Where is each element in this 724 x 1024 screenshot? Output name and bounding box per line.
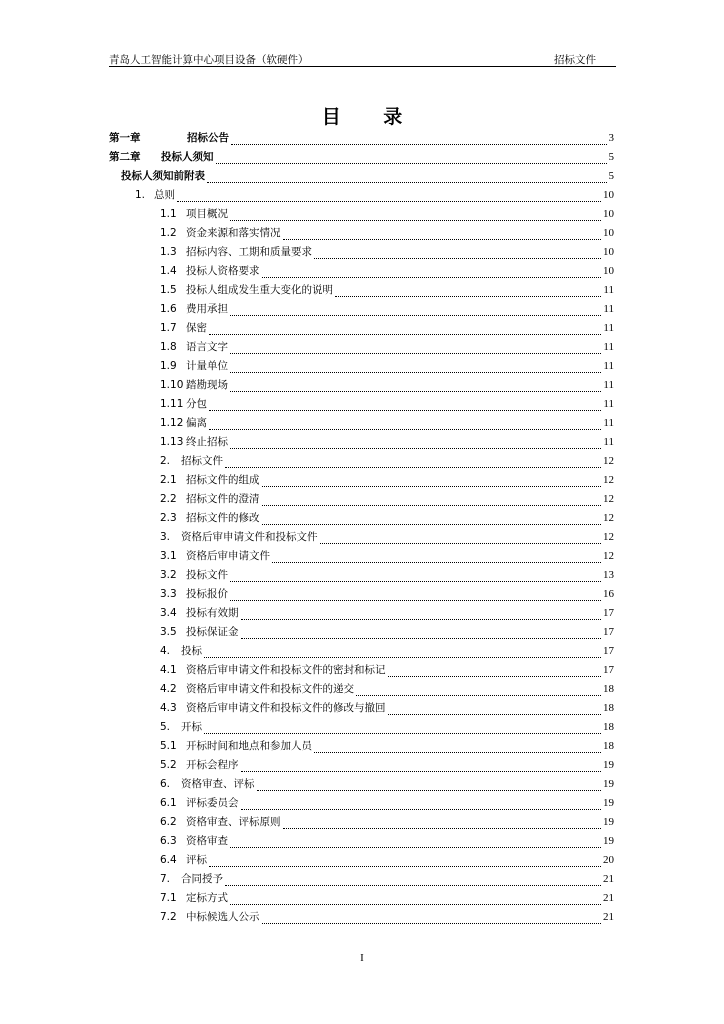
toc-entry-title: 资格后审申请文件 bbox=[186, 550, 270, 562]
toc-entry-title: 资格后审申请文件和投标文件的递交 bbox=[186, 683, 354, 695]
toc-leader-dots bbox=[272, 561, 601, 563]
toc-leader-dots bbox=[262, 504, 602, 506]
toc-entry-page: 12 bbox=[603, 531, 614, 543]
toc-leader-dots bbox=[283, 827, 602, 829]
toc-entry-page: 13 bbox=[603, 569, 614, 581]
toc-entry-number: 1.9 bbox=[160, 360, 177, 372]
toc-entry[interactable] bbox=[160, 775, 614, 794]
toc-entry[interactable] bbox=[160, 205, 614, 224]
toc-entry-title: 招标公告 bbox=[187, 132, 229, 144]
toc-entry[interactable] bbox=[160, 509, 614, 528]
toc-entry-page: 17 bbox=[603, 664, 614, 676]
toc-entry-number: 1. bbox=[135, 189, 146, 201]
toc-leader-dots bbox=[230, 447, 601, 449]
toc-entry-title: 项目概况 bbox=[186, 208, 228, 220]
toc-entry[interactable] bbox=[160, 528, 614, 547]
toc-entry-number: 5.2 bbox=[160, 759, 177, 771]
toc-title: 目 录 bbox=[321, 106, 421, 128]
header-project-title: 青岛人工智能计算中心项目设备（软硬件） bbox=[109, 54, 309, 66]
toc-entry-number: 1.5 bbox=[160, 284, 177, 296]
toc-entry[interactable] bbox=[160, 300, 614, 319]
toc-entry-title: 分包 bbox=[186, 398, 207, 410]
toc-leader-dots bbox=[320, 542, 602, 544]
toc-entry[interactable] bbox=[160, 357, 614, 376]
toc-entry-number: 3.2 bbox=[160, 569, 177, 581]
toc-entry-title: 投标人须知前附表 bbox=[121, 170, 205, 182]
toc-entry-number: 第二章 bbox=[109, 151, 141, 163]
toc-entry-title: 招标文件的组成 bbox=[186, 474, 260, 486]
toc-entry-number: 6. bbox=[160, 778, 171, 790]
toc-entry[interactable] bbox=[160, 718, 614, 737]
toc-entry-title: 资格后审申请文件和投标文件的密封和标记 bbox=[186, 664, 386, 676]
toc-entry-title: 资格审查、评标 bbox=[181, 778, 255, 790]
toc-leader-dots bbox=[225, 884, 601, 886]
toc-entry[interactable] bbox=[109, 129, 614, 148]
toc-entry-number: 4.3 bbox=[160, 702, 177, 714]
toc-entry-page: 21 bbox=[603, 911, 614, 923]
toc-entry[interactable] bbox=[160, 376, 614, 395]
toc-entry-title: 招标文件的澄清 bbox=[186, 493, 260, 505]
toc-entry-title: 定标方式 bbox=[186, 892, 228, 904]
toc-entry[interactable] bbox=[160, 870, 614, 889]
toc-entry[interactable] bbox=[135, 186, 614, 205]
toc-entry[interactable] bbox=[160, 338, 614, 357]
toc-entry-number: 3. bbox=[160, 531, 171, 543]
toc-entry-title: 评标 bbox=[186, 854, 207, 866]
toc-entry-number: 3.1 bbox=[160, 550, 177, 562]
toc-entry-number: 1.2 bbox=[160, 227, 177, 239]
toc-leader-dots bbox=[356, 694, 601, 696]
toc-leader-dots bbox=[209, 409, 601, 411]
toc-entry-number: 4.1 bbox=[160, 664, 177, 676]
toc-entry-number: 第一章 bbox=[109, 132, 141, 144]
toc-entry[interactable] bbox=[160, 756, 614, 775]
toc-entry[interactable] bbox=[160, 794, 614, 813]
toc-entry-number: 7. bbox=[160, 873, 171, 885]
toc-leader-dots bbox=[230, 219, 601, 221]
toc-entry-title: 资金来源和落实情况 bbox=[186, 227, 281, 239]
toc-entry-number: 2.1 bbox=[160, 474, 177, 486]
toc-entry[interactable] bbox=[160, 585, 614, 604]
toc-entry-number: 1.7 bbox=[160, 322, 177, 334]
toc-entry-page: 19 bbox=[603, 797, 614, 809]
toc-entry-number: 1.8 bbox=[160, 341, 177, 353]
toc-entry-page: 18 bbox=[603, 683, 614, 695]
toc-leader-dots bbox=[262, 485, 602, 487]
page-number: I bbox=[360, 952, 364, 964]
toc-entry-page: 10 bbox=[603, 246, 614, 258]
toc-entry[interactable] bbox=[160, 737, 614, 756]
toc-leader-dots bbox=[230, 599, 601, 601]
toc-leader-dots bbox=[230, 314, 601, 316]
toc-entry[interactable] bbox=[160, 547, 614, 566]
toc-entry-title: 资格审查 bbox=[186, 835, 228, 847]
toc-entry[interactable] bbox=[160, 281, 614, 300]
toc-entry-number: 1.11 bbox=[160, 398, 184, 410]
toc-entry-page: 5 bbox=[608, 151, 614, 163]
toc-entry[interactable] bbox=[160, 832, 614, 851]
toc-leader-dots bbox=[207, 181, 607, 183]
toc-entry[interactable] bbox=[160, 623, 614, 642]
toc-entry-number: 2.3 bbox=[160, 512, 177, 524]
toc-entry-number: 3.5 bbox=[160, 626, 177, 638]
toc-entry-number: 4.2 bbox=[160, 683, 177, 695]
toc-entry-title: 投标保证金 bbox=[186, 626, 239, 638]
toc-entry-number: 5. bbox=[160, 721, 171, 733]
toc-entry-page: 19 bbox=[603, 759, 614, 771]
toc-entry-title: 招标内容、工期和质量要求 bbox=[186, 246, 312, 258]
toc-entry-number: 1.1 bbox=[160, 208, 177, 220]
toc-leader-dots bbox=[204, 732, 601, 734]
toc-entry-title: 语言文字 bbox=[186, 341, 228, 353]
toc-leader-dots bbox=[230, 580, 601, 582]
toc-entry-number: 6.4 bbox=[160, 854, 177, 866]
toc-entry[interactable] bbox=[160, 699, 614, 718]
toc-leader-dots bbox=[230, 371, 601, 373]
toc-leader-dots bbox=[209, 865, 601, 867]
toc-leader-dots bbox=[335, 295, 601, 297]
toc-leader-dots bbox=[216, 162, 607, 164]
toc-entry-number: 1.13 bbox=[160, 436, 184, 448]
toc-leader-dots bbox=[204, 656, 601, 658]
toc-entry-number: 3.3 bbox=[160, 588, 177, 600]
toc-entry[interactable] bbox=[160, 243, 614, 262]
toc-entry-number: 2.2 bbox=[160, 493, 177, 505]
toc-leader-dots bbox=[230, 846, 601, 848]
toc-entry-title: 招标文件的修改 bbox=[186, 512, 260, 524]
toc-entry-number: 1.6 bbox=[160, 303, 177, 315]
toc-entry[interactable] bbox=[160, 490, 614, 509]
toc-entry-page: 3 bbox=[608, 132, 614, 144]
toc-entry-page: 12 bbox=[603, 550, 614, 562]
toc-entry-title: 终止招标 bbox=[186, 436, 228, 448]
toc-entry-title: 投标 bbox=[181, 645, 202, 657]
toc-leader-dots bbox=[262, 523, 602, 525]
toc-entry-page: 10 bbox=[603, 227, 614, 239]
toc-entry-number: 3.4 bbox=[160, 607, 177, 619]
toc-entry-page: 11 bbox=[603, 360, 614, 372]
toc-leader-dots bbox=[225, 466, 601, 468]
toc-entry-title: 招标文件 bbox=[181, 455, 223, 467]
toc-entry-page: 19 bbox=[603, 835, 614, 847]
toc-entry-title: 踏勘现场 bbox=[186, 379, 228, 391]
toc-entry-title: 资格后审申请文件和投标文件的修改与撤回 bbox=[186, 702, 386, 714]
toc-entry-title: 偏离 bbox=[186, 417, 207, 429]
toc-entry[interactable] bbox=[160, 452, 614, 471]
toc-entry-page: 5 bbox=[608, 170, 614, 182]
toc-entry-title: 开标 bbox=[181, 721, 202, 733]
toc-entry-title: 投标人组成发生重大变化的说明 bbox=[186, 284, 333, 296]
toc-entry-number: 6.3 bbox=[160, 835, 177, 847]
toc-entry-page: 17 bbox=[603, 645, 614, 657]
toc-entry-page: 17 bbox=[603, 626, 614, 638]
toc-entry-title: 投标有效期 bbox=[186, 607, 239, 619]
toc-entry-page: 11 bbox=[603, 379, 614, 391]
toc-entry-page: 12 bbox=[603, 455, 614, 467]
toc-entry-page: 11 bbox=[603, 341, 614, 353]
toc-entry-page: 10 bbox=[603, 189, 614, 201]
toc-entry[interactable] bbox=[160, 680, 614, 699]
toc-entry-title: 中标候选人公示 bbox=[186, 911, 260, 923]
toc-entry-number: 6.1 bbox=[160, 797, 177, 809]
toc-leader-dots bbox=[241, 770, 602, 772]
toc-entry[interactable] bbox=[160, 414, 614, 433]
toc-entry-number: 1.10 bbox=[160, 379, 184, 391]
toc-entry-page: 20 bbox=[603, 854, 614, 866]
toc-entry[interactable] bbox=[160, 224, 614, 243]
toc-leader-dots bbox=[241, 618, 602, 620]
toc-leader-dots bbox=[262, 276, 602, 278]
toc-entry[interactable] bbox=[109, 148, 614, 167]
toc-entry-page: 11 bbox=[603, 417, 614, 429]
toc-leader-dots bbox=[241, 808, 602, 810]
toc-entry-number: 7.2 bbox=[160, 911, 177, 923]
toc-entry[interactable] bbox=[160, 262, 614, 281]
toc-leader-dots bbox=[257, 789, 602, 791]
toc-entry-page: 16 bbox=[603, 588, 614, 600]
toc-entry-page: 11 bbox=[603, 322, 614, 334]
toc-leader-dots bbox=[231, 143, 607, 145]
toc-leader-dots bbox=[241, 637, 602, 639]
toc-entry-page: 12 bbox=[603, 512, 614, 524]
toc-entry-title: 资格后审申请文件和投标文件 bbox=[181, 531, 318, 543]
toc-entry-page: 18 bbox=[603, 740, 614, 752]
toc-leader-dots bbox=[388, 675, 602, 677]
toc-entry-page: 11 bbox=[603, 398, 614, 410]
toc-entry-page: 10 bbox=[603, 265, 614, 277]
toc-entry-title: 投标文件 bbox=[186, 569, 228, 581]
toc-leader-dots bbox=[262, 922, 602, 924]
toc-entry-number: 7.1 bbox=[160, 892, 177, 904]
toc-leader-dots bbox=[230, 903, 601, 905]
toc-entry-page: 17 bbox=[603, 607, 614, 619]
toc-entry-number: 1.4 bbox=[160, 265, 177, 277]
toc-entry-number: 4. bbox=[160, 645, 171, 657]
toc-entry[interactable] bbox=[160, 889, 614, 908]
header-document-type: 招标文件 bbox=[554, 54, 596, 66]
toc-leader-dots bbox=[283, 238, 602, 240]
toc-entry-number: 1.12 bbox=[160, 417, 184, 429]
toc-entry-title: 计量单位 bbox=[186, 360, 228, 372]
toc-leader-dots bbox=[314, 257, 601, 259]
toc-entry-page: 10 bbox=[603, 208, 614, 220]
toc-entry-title: 评标委员会 bbox=[186, 797, 239, 809]
toc-entry-title: 资格审查、评标原则 bbox=[186, 816, 281, 828]
toc-entry-title: 合同授予 bbox=[181, 873, 223, 885]
toc-entry-page: 19 bbox=[603, 816, 614, 828]
toc-entry-title: 保密 bbox=[186, 322, 207, 334]
toc-leader-dots bbox=[230, 390, 601, 392]
toc-entry[interactable] bbox=[160, 471, 614, 490]
toc-entry[interactable] bbox=[160, 813, 614, 832]
toc-entry-title: 开标时间和地点和参加人员 bbox=[186, 740, 312, 752]
toc-leader-dots bbox=[209, 333, 601, 335]
page-header bbox=[109, 50, 616, 67]
toc-entry-page: 11 bbox=[603, 284, 614, 296]
toc-entry-page: 11 bbox=[603, 303, 614, 315]
toc-entry-page: 12 bbox=[603, 493, 614, 505]
toc-entry-page: 18 bbox=[603, 721, 614, 733]
toc-leader-dots bbox=[177, 200, 601, 202]
toc-entry[interactable] bbox=[160, 566, 614, 585]
toc-entry-title: 开标会程序 bbox=[186, 759, 239, 771]
toc-entry-page: 19 bbox=[603, 778, 614, 790]
toc-entry-page: 18 bbox=[603, 702, 614, 714]
toc-entry-title: 投标报价 bbox=[186, 588, 228, 600]
toc-entry-number: 5.1 bbox=[160, 740, 177, 752]
toc-entry-title: 费用承担 bbox=[186, 303, 228, 315]
toc-entry[interactable] bbox=[160, 395, 614, 414]
toc-entry[interactable] bbox=[160, 604, 614, 623]
toc-entry[interactable] bbox=[160, 433, 614, 452]
toc-leader-dots bbox=[209, 428, 601, 430]
toc-entry-page: 21 bbox=[603, 873, 614, 885]
toc-entry[interactable] bbox=[160, 851, 614, 870]
toc-entry-title: 投标人资格要求 bbox=[186, 265, 260, 277]
toc-entry-number: 6.2 bbox=[160, 816, 177, 828]
toc-entry-page: 11 bbox=[603, 436, 614, 448]
toc-leader-dots bbox=[230, 352, 601, 354]
toc-entry-number: 1.3 bbox=[160, 246, 177, 258]
toc-entry-title: 投标人须知 bbox=[161, 151, 214, 163]
toc-entry[interactable] bbox=[160, 908, 614, 927]
toc-entry-page: 21 bbox=[603, 892, 614, 904]
toc-entry[interactable] bbox=[160, 319, 614, 338]
toc-leader-dots bbox=[388, 713, 602, 715]
toc-entry-page: 12 bbox=[603, 474, 614, 486]
toc-entry[interactable] bbox=[121, 167, 614, 186]
toc-entry[interactable] bbox=[160, 642, 614, 661]
toc-entry-number: 2. bbox=[160, 455, 171, 467]
toc-entry-title: 总则 bbox=[154, 189, 175, 201]
toc-leader-dots bbox=[314, 751, 601, 753]
toc-entry[interactable] bbox=[160, 661, 614, 680]
